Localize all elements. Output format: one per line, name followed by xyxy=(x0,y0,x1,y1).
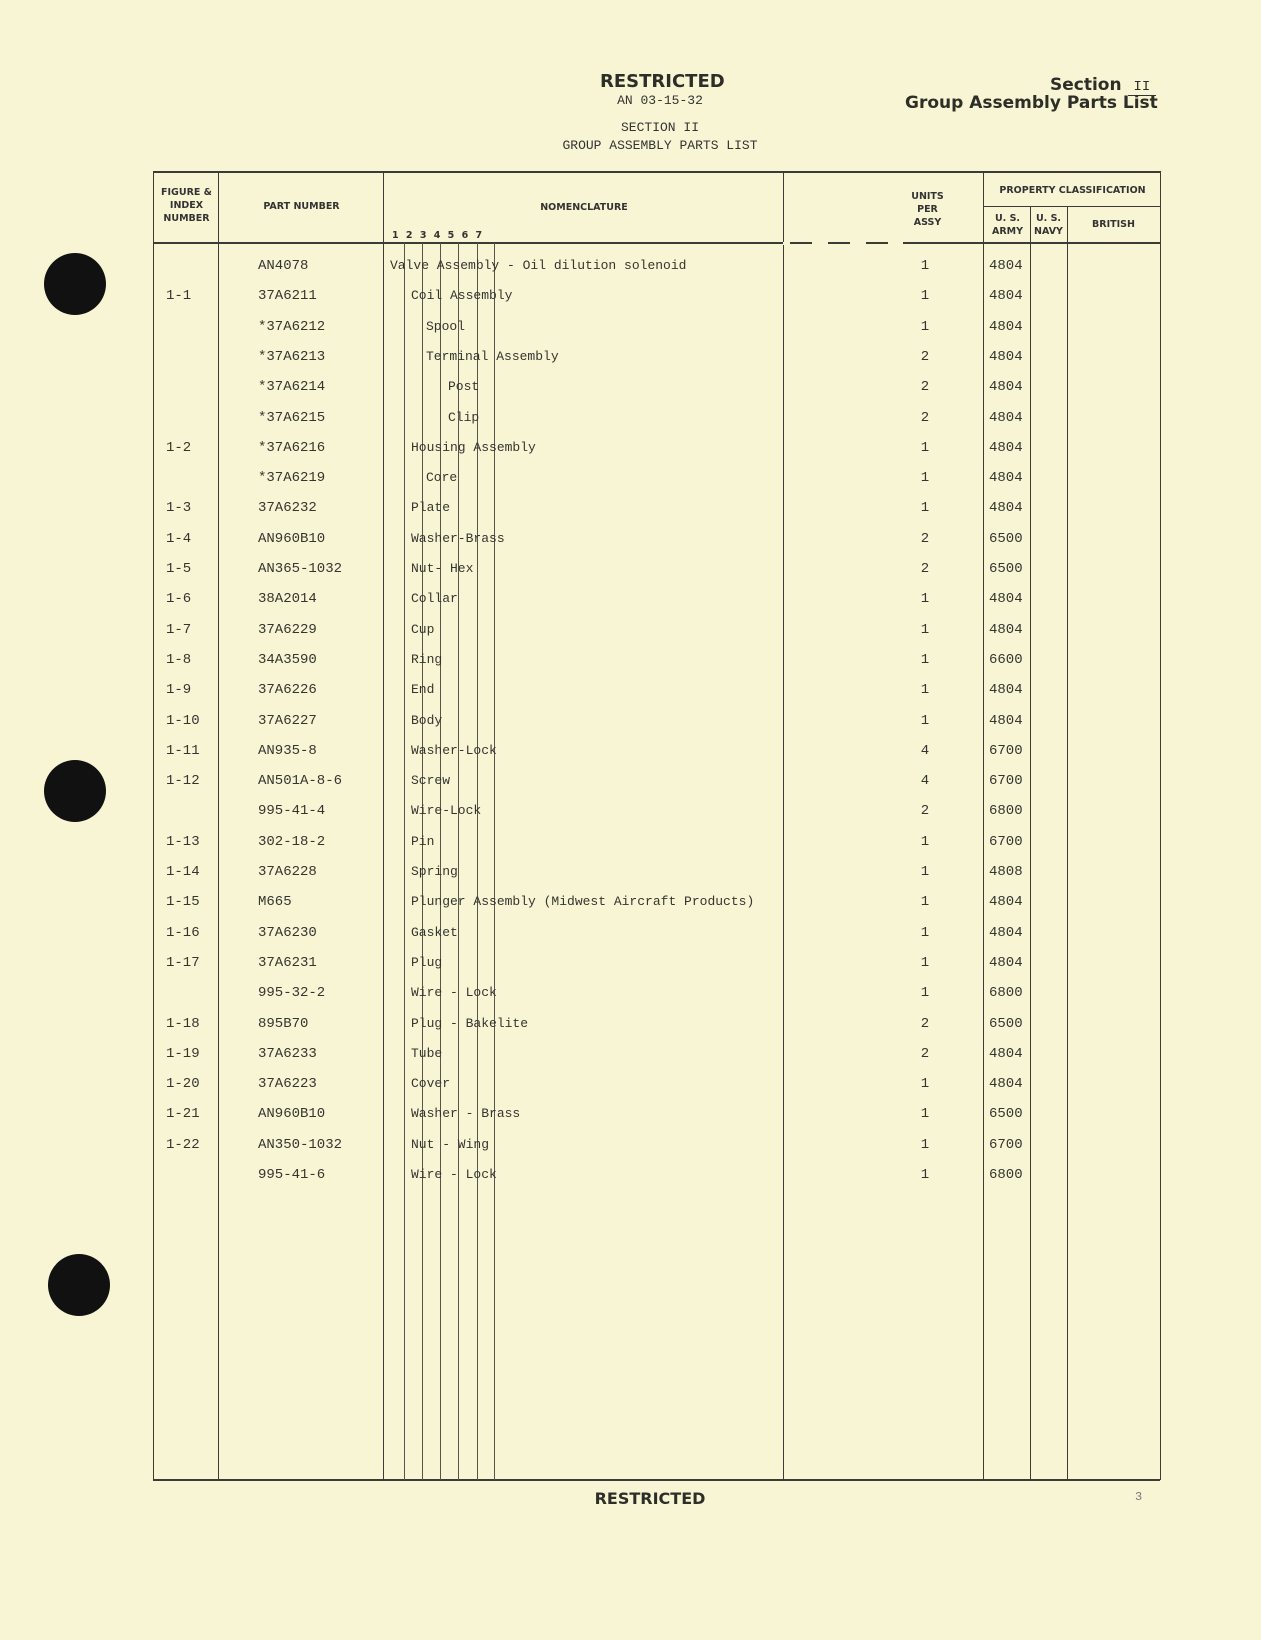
column-rule xyxy=(983,171,984,1480)
units-per-assy: 1 xyxy=(920,591,930,608)
indent-rule xyxy=(440,243,441,1480)
part-number: AN501A-8-6 xyxy=(258,773,343,790)
army-classification: 6700 xyxy=(989,1136,1023,1153)
punch-hole xyxy=(48,1254,110,1316)
units-per-assy: 1 xyxy=(920,954,930,971)
part-number: *37A6219 xyxy=(258,470,326,487)
part-number: *37A6212 xyxy=(258,318,326,335)
nomenclature: Washer-Brass xyxy=(411,530,505,546)
part-number: 995-41-4 xyxy=(258,803,326,820)
army-classification: 4804 xyxy=(989,591,1023,608)
header-navy: U. S. NAVY xyxy=(1034,213,1063,237)
part-number: 37A6227 xyxy=(258,712,317,729)
figure-index: 1-2 xyxy=(166,439,192,456)
column-rule xyxy=(1030,206,1031,1480)
corner-section-number: II xyxy=(1128,79,1157,96)
part-number: *37A6216 xyxy=(258,439,326,456)
list-title: GROUP ASSEMBLY PARTS LIST xyxy=(562,138,758,153)
part-number: *37A6215 xyxy=(258,409,326,426)
part-number: 38A2014 xyxy=(258,591,317,608)
nomenclature: Housing Assembly xyxy=(411,439,536,455)
army-classification: 4804 xyxy=(989,470,1023,487)
nomenclature: Gasket xyxy=(411,924,458,940)
units-per-assy: 1 xyxy=(920,470,930,487)
units-per-assy: 1 xyxy=(920,258,930,274)
figure-index: 1-11 xyxy=(166,742,200,759)
indent-rule xyxy=(422,243,423,1480)
punch-hole xyxy=(44,253,106,315)
figure-index: 1-10 xyxy=(166,712,200,729)
part-number: AN4078 xyxy=(258,258,309,274)
nomenclature: Post xyxy=(448,379,480,395)
indent-rule xyxy=(477,243,478,1480)
units-per-assy: 2 xyxy=(920,348,930,365)
nomenclature: Cover xyxy=(411,1076,451,1092)
figure-index: 1-7 xyxy=(166,621,192,638)
army-classification: 4804 xyxy=(989,924,1023,941)
nomenclature: Wire-Lock xyxy=(411,803,482,819)
figure-index: 1-20 xyxy=(166,1076,200,1093)
figure-index: 1-12 xyxy=(166,773,200,790)
column-rule xyxy=(218,171,219,1480)
restricted-header: RESTRICTED xyxy=(600,71,725,92)
army-classification: 6700 xyxy=(989,833,1023,850)
units-per-assy: 1 xyxy=(920,1136,930,1153)
army-classification: 6800 xyxy=(989,803,1023,820)
nomenclature: Washer-Lock xyxy=(411,742,497,758)
part-number: 895B70 xyxy=(258,1015,309,1032)
army-classification: 4804 xyxy=(989,500,1023,517)
figure-index: 1-17 xyxy=(166,954,200,971)
units-per-assy: 2 xyxy=(920,561,930,577)
units-per-assy: 1 xyxy=(920,682,930,699)
part-number: M665 xyxy=(258,894,292,911)
nomenclature: End xyxy=(411,682,435,698)
units-per-assy: 4 xyxy=(920,773,930,790)
units-per-assy: 2 xyxy=(920,1045,930,1062)
figure-index: 1-14 xyxy=(166,864,200,880)
nomenclature: Nut - Wing xyxy=(411,1136,490,1152)
figure-index: 1-21 xyxy=(166,1106,200,1123)
figure-index: 1-5 xyxy=(166,561,192,577)
part-number: 37A6223 xyxy=(258,1076,317,1093)
property-divider xyxy=(983,206,1160,207)
part-number: AN935-8 xyxy=(258,742,317,759)
part-number: AN960B10 xyxy=(258,530,326,547)
header-british: BRITISH xyxy=(1092,219,1135,230)
dash xyxy=(866,242,888,244)
army-classification: 4804 xyxy=(989,439,1023,456)
restricted-footer: RESTRICTED xyxy=(594,1489,706,1508)
units-per-assy: 1 xyxy=(920,439,930,456)
nomenclature: Core xyxy=(426,470,458,486)
column-rule xyxy=(383,171,384,1480)
punch-hole xyxy=(44,760,106,822)
nomenclature: Cup xyxy=(411,621,435,637)
nomenclature: Plunger Assembly (Midwest Aircraft Products) xyxy=(411,894,755,910)
figure-index: 1-6 xyxy=(166,591,192,608)
army-classification: 4804 xyxy=(989,1045,1023,1062)
nomenclature: Clip xyxy=(448,409,480,425)
page-number: 3 xyxy=(1135,1490,1143,1504)
nomenclature: Screw xyxy=(411,773,451,789)
dash xyxy=(790,242,812,244)
nomenclature: Plug - Bakelite xyxy=(411,1015,529,1031)
corner-title: Group Assembly Parts List xyxy=(905,93,1158,113)
army-classification: 6500 xyxy=(989,561,1023,577)
army-classification: 6700 xyxy=(989,742,1023,759)
nomenclature: Spool xyxy=(426,318,466,334)
army-classification: 4804 xyxy=(989,409,1023,426)
nomenclature: Wire - Lock xyxy=(411,985,497,1001)
units-per-assy: 1 xyxy=(920,833,930,850)
units-per-assy: 1 xyxy=(920,924,930,941)
column-rule xyxy=(1067,206,1068,1480)
units-per-assy: 1 xyxy=(920,651,930,668)
nomenclature: Plate xyxy=(411,500,451,516)
figure-index: 1-16 xyxy=(166,924,200,941)
army-classification: 4804 xyxy=(989,318,1023,335)
army-classification: 4804 xyxy=(989,258,1023,274)
units-per-assy: 2 xyxy=(920,1015,930,1032)
header-property: PROPERTY CLASSIFICATION xyxy=(999,185,1146,196)
nomenclature: Spring xyxy=(411,864,458,879)
part-number: AN960B10 xyxy=(258,1106,326,1123)
army-classification: 4804 xyxy=(989,621,1023,638)
header-figure: FIGURE & INDEX NUMBER xyxy=(161,187,212,224)
part-number: 37A6228 xyxy=(258,864,317,880)
nomenclature: Wire - Lock xyxy=(411,1167,497,1182)
header-levels: 1 2 3 4 5 6 7 xyxy=(392,230,483,241)
army-classification: 6800 xyxy=(989,985,1023,1002)
units-per-assy: 1 xyxy=(920,894,930,911)
units-per-assy: 2 xyxy=(920,803,930,820)
nomenclature: Valve Assembly - Oil dilution solenoid xyxy=(390,258,687,273)
figure-index: 1-9 xyxy=(166,682,192,699)
indent-rule xyxy=(404,243,405,1480)
army-classification: 4808 xyxy=(989,864,1023,880)
nomenclature: Tube xyxy=(411,1045,443,1061)
army-classification: 4804 xyxy=(989,894,1023,911)
header-army: U. S. ARMY xyxy=(991,213,1023,237)
part-number: 37A6232 xyxy=(258,500,317,517)
table-border-bottom xyxy=(153,1479,1160,1481)
part-number: 37A6229 xyxy=(258,621,317,638)
nomenclature: Collar xyxy=(411,591,458,607)
nomenclature: Washer - Brass xyxy=(411,1106,521,1122)
units-per-assy: 2 xyxy=(920,379,930,396)
nomenclature: Plug xyxy=(411,954,443,970)
figure-index: 1-19 xyxy=(166,1045,200,1062)
units-per-assy: 1 xyxy=(920,712,930,729)
nomenclature: Pin xyxy=(411,833,435,849)
part-number: 37A6231 xyxy=(258,954,317,971)
header-units: UNITS PER ASSY xyxy=(911,191,944,228)
part-number: 995-41-6 xyxy=(258,1167,326,1183)
army-classification: 6800 xyxy=(989,1167,1023,1183)
column-rule xyxy=(153,171,154,1480)
figure-index: 1-4 xyxy=(166,530,192,547)
units-per-assy: 1 xyxy=(920,864,930,880)
nomenclature: Body xyxy=(411,712,443,728)
column-rule xyxy=(783,171,784,1480)
army-classification: 6600 xyxy=(989,651,1023,668)
army-classification: 4804 xyxy=(989,682,1023,699)
figure-index: 1-3 xyxy=(166,500,192,517)
part-number: AN350-1032 xyxy=(258,1136,343,1153)
corner-section-label: Section xyxy=(1050,75,1122,95)
part-number: 302-18-2 xyxy=(258,833,326,850)
header-nomenclature: NOMENCLATURE xyxy=(540,202,628,213)
army-classification: 6500 xyxy=(989,530,1023,547)
part-number: 37A6233 xyxy=(258,1045,317,1062)
table-border-top xyxy=(153,171,1160,173)
part-number: 37A6230 xyxy=(258,924,317,941)
army-classification: 4804 xyxy=(989,348,1023,365)
figure-index: 1-15 xyxy=(166,894,200,911)
figure-index: 1-22 xyxy=(166,1136,200,1153)
dash xyxy=(828,242,850,244)
part-number: *37A6213 xyxy=(258,348,326,365)
nomenclature: Nut- Hex xyxy=(411,561,474,576)
doc-number: AN 03-15-32 xyxy=(617,93,703,108)
part-number: *37A6214 xyxy=(258,379,326,396)
army-classification: 6700 xyxy=(989,773,1023,790)
section-title: SECTION II xyxy=(620,120,699,135)
figure-index: 1-13 xyxy=(166,833,200,850)
army-classification: 6500 xyxy=(989,1106,1023,1123)
army-classification: 4804 xyxy=(989,288,1023,305)
units-per-assy: 1 xyxy=(920,621,930,638)
army-classification: 4804 xyxy=(989,712,1023,729)
army-classification: 6500 xyxy=(989,1015,1023,1032)
nomenclature: Coil Assembly xyxy=(411,288,513,304)
units-per-assy: 1 xyxy=(920,985,930,1002)
units-per-assy: 4 xyxy=(920,742,930,759)
units-per-assy: 1 xyxy=(920,1167,930,1183)
part-number: AN365-1032 xyxy=(258,561,343,577)
part-number: 37A6226 xyxy=(258,682,317,699)
part-number: 34A3590 xyxy=(258,651,317,668)
units-per-assy: 2 xyxy=(920,409,930,426)
figure-index: 1-1 xyxy=(166,288,192,305)
nomenclature: Terminal Assembly xyxy=(426,348,559,364)
figure-index: 1-8 xyxy=(166,651,192,668)
column-rule xyxy=(1160,171,1161,1480)
nomenclature: Ring xyxy=(411,651,443,667)
units-per-assy: 1 xyxy=(920,288,930,305)
part-number: 37A6211 xyxy=(258,288,317,305)
army-classification: 4804 xyxy=(989,379,1023,396)
corner-section xyxy=(1050,75,1156,95)
header-part-number: PART NUMBER xyxy=(263,201,340,212)
units-per-assy: 2 xyxy=(920,530,930,547)
indent-rule xyxy=(458,243,459,1480)
units-per-assy: 1 xyxy=(920,500,930,517)
units-per-assy: 1 xyxy=(920,1076,930,1093)
figure-index: 1-18 xyxy=(166,1015,200,1032)
header-divider xyxy=(153,242,1160,244)
part-number: 995-32-2 xyxy=(258,985,326,1002)
units-per-assy: 1 xyxy=(920,1106,930,1123)
units-per-assy: 1 xyxy=(920,318,930,335)
army-classification: 4804 xyxy=(989,954,1023,971)
indent-rule xyxy=(494,243,495,1480)
army-classification: 4804 xyxy=(989,1076,1023,1093)
